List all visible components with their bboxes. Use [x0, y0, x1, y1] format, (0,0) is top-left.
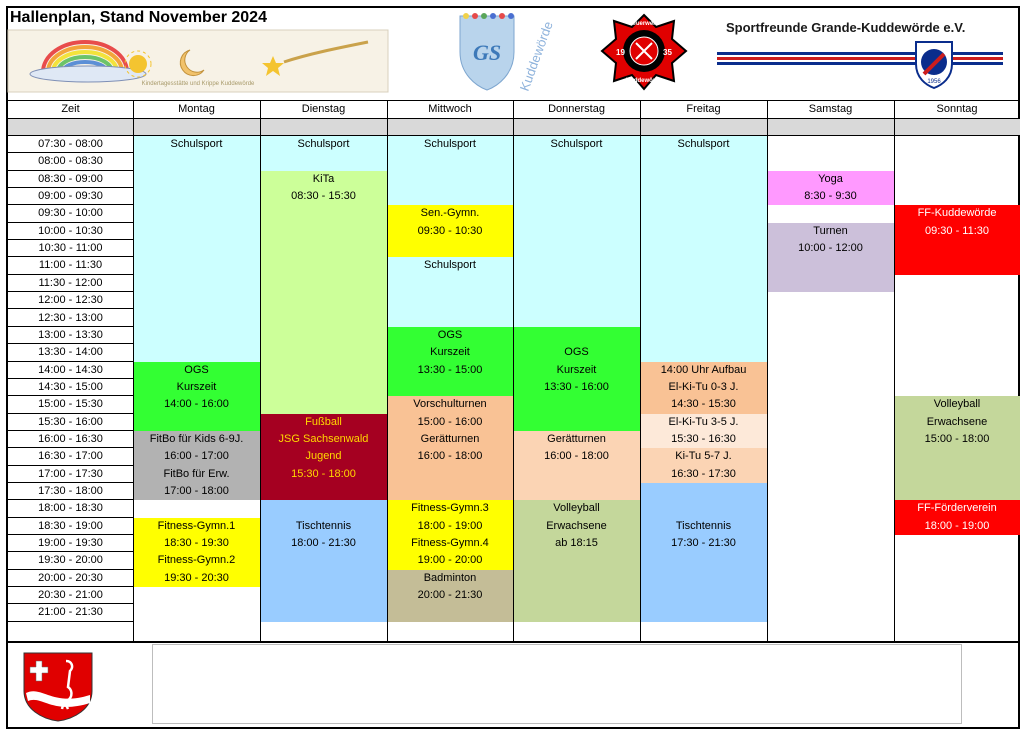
- event-label: FF-Kuddewörde: [917, 207, 997, 220]
- time-slot: 13:30 - 14:00: [8, 344, 133, 361]
- event-label: Fitness-Gymn.2: [157, 554, 236, 567]
- time-slot: 08:00 - 08:30: [8, 153, 133, 170]
- event-label: Fitness-Gymn.4: [411, 537, 489, 550]
- event-label: Fußball: [305, 415, 342, 428]
- column-header-day: Sonntag: [936, 103, 978, 115]
- event-label: FitBo für Erw.: [163, 467, 230, 480]
- time-slot: 08:30 - 09:00: [8, 171, 133, 188]
- time-slot: 09:00 - 09:30: [8, 188, 133, 205]
- time-slot: 16:30 - 17:00: [8, 448, 133, 465]
- event-label: 15:30 - 18:00: [291, 467, 356, 480]
- column-header-day: Freitag: [686, 103, 721, 115]
- time-slot: 14:00 - 14:30: [8, 362, 133, 379]
- event-label: 14:30 - 15:30: [671, 398, 736, 411]
- spacer-row: [8, 118, 1020, 135]
- event-label: Schulsport: [677, 138, 730, 150]
- grid-line: [640, 100, 641, 641]
- event-label: 16:30 - 17:30: [671, 467, 736, 480]
- event-label: 18:00 - 21:30: [291, 537, 356, 550]
- event-label: Badminton: [423, 571, 477, 584]
- time-slot: 13:00 - 13:30: [8, 327, 133, 344]
- event-label: Yoga: [818, 172, 843, 185]
- time-slot: 19:00 - 19:30: [8, 535, 133, 552]
- club-badge-year: 1956: [927, 79, 941, 85]
- time-slot: 12:00 - 12:30: [8, 292, 133, 309]
- event-label: Fitness-Gymn.1: [157, 519, 236, 532]
- kita-logo: [8, 30, 390, 94]
- column-header-day: Samstag: [808, 103, 853, 115]
- event-label: 15:00 - 16:00: [417, 415, 483, 428]
- grid-line: [260, 100, 261, 641]
- event-label: 17:00 - 18:00: [164, 485, 229, 497]
- event-label: OGS: [437, 328, 463, 341]
- event-label: 13:30 - 15:00: [417, 363, 483, 376]
- grid-line: [767, 100, 768, 641]
- club-name: Sportfreunde Grande-Kuddewörde e.V.: [726, 20, 966, 35]
- event-label: ab 18:15: [555, 537, 598, 550]
- event-label: Gerätturnen: [420, 432, 480, 445]
- event-label: Kurszeit: [430, 346, 470, 359]
- event-label: JSG Sachsenwald: [278, 432, 369, 445]
- event-label: El-Ki-Tu 3-5 J.: [668, 415, 739, 428]
- event-label: 15:30 - 16:30: [671, 432, 736, 445]
- event-label: 16:00 - 18:00: [544, 450, 609, 463]
- event-label: Schulsport: [170, 138, 223, 150]
- time-slot: 17:30 - 18:00: [8, 483, 133, 500]
- event-label: 14:00 Uhr Aufbau: [660, 363, 747, 376]
- event-label: 08:30 - 15:30: [291, 190, 356, 203]
- event-label: Schulsport: [424, 138, 476, 150]
- fire-department-year-left: 19: [616, 48, 625, 57]
- time-slot: 12:30 - 13:00: [8, 310, 133, 327]
- event-label: Erwachsene: [926, 415, 988, 428]
- event-label: OGS: [564, 346, 589, 359]
- event-label: 10:00 - 12:00: [798, 242, 863, 255]
- grid-line: [8, 135, 1020, 136]
- time-slot: 17:00 - 17:30: [8, 466, 133, 483]
- event-label: 16:00 - 17:00: [164, 450, 229, 463]
- event-block: [513, 136, 640, 327]
- event-label: 18:00 - 19:00: [417, 519, 483, 532]
- time-slot: 15:30 - 16:00: [8, 414, 133, 431]
- fire-department-bottom-text: Kuddewörde: [625, 78, 663, 84]
- time-slot: 10:30 - 11:00: [8, 240, 133, 257]
- event-label: Tischtennis: [675, 519, 732, 532]
- event-label: 09:30 - 11:30: [924, 224, 989, 237]
- fire-department-top-text: Feuerwehr: [628, 21, 660, 27]
- time-slot: 11:30 - 12:00: [8, 275, 133, 292]
- time-slot: 18:00 - 18:30: [8, 500, 133, 517]
- column-header-day: Dienstag: [301, 103, 346, 115]
- grid-line: [513, 100, 514, 641]
- time-slot: 15:00 - 15:30: [8, 396, 133, 413]
- grid-line: [8, 641, 1020, 643]
- event-label: Sen.-Gymn.: [420, 207, 480, 220]
- time-slot: 20:00 - 20:30: [8, 570, 133, 587]
- event-label: FF-Förderverein: [917, 502, 997, 515]
- event-label: Tischtennis: [295, 519, 352, 532]
- event-label: 18:00 - 19:00: [924, 519, 990, 532]
- event-label: OGS: [184, 363, 209, 376]
- school-logo-text: GS: [472, 40, 502, 65]
- municipality-coat-of-arms: [22, 651, 94, 723]
- event-label: Kurszeit: [176, 380, 217, 393]
- column-header-time: Zeit: [61, 103, 80, 115]
- event-block: [640, 483, 767, 622]
- time-slot: 10:00 - 10:30: [8, 223, 133, 240]
- event-label: Vorschulturnen: [413, 398, 487, 411]
- column-header-day: Montag: [178, 103, 215, 115]
- event-label: Jugend: [305, 450, 342, 463]
- event-label: Turnen: [813, 224, 848, 237]
- time-slot: 18:30 - 19:00: [8, 518, 133, 535]
- event-label: 8:30 - 9:30: [804, 190, 857, 203]
- grid-line: [894, 100, 895, 641]
- event-label: Schulsport: [424, 259, 476, 272]
- column-header-day: Donnerstag: [548, 103, 605, 115]
- event-label: 16:00 - 18:00: [417, 450, 483, 463]
- notes-box: [152, 644, 962, 724]
- event-label: 15:00 - 18:00: [924, 432, 990, 445]
- page-title: Hallenplan, Stand November 2024: [10, 9, 267, 26]
- event-label: 09:30 - 10:30: [417, 224, 483, 237]
- time-slot: 14:30 - 15:00: [8, 379, 133, 396]
- time-slot: 21:00 - 21:30: [8, 604, 133, 621]
- event-label: Volleyball: [933, 398, 981, 411]
- event-label: Ki-Tu 5-7 J.: [675, 450, 732, 463]
- event-label: KiTa: [312, 172, 335, 185]
- event-label: Schulsport: [297, 138, 350, 150]
- event-block: [133, 136, 260, 362]
- event-label: Kurszeit: [556, 363, 597, 376]
- time-slot: 09:30 - 10:00: [8, 205, 133, 222]
- event-label: Schulsport: [550, 138, 603, 150]
- time-slot: 20:30 - 21:00: [8, 587, 133, 604]
- event-label: Erwachsene: [546, 519, 607, 532]
- grid-line: [133, 100, 134, 641]
- time-slot: 07:30 - 08:00: [8, 136, 133, 153]
- event-label: 17:30 - 21:30: [671, 537, 736, 550]
- fire-department-year-right: 35: [663, 48, 672, 57]
- event-label: 18:30 - 19:30: [164, 537, 229, 550]
- time-slot: 16:00 - 16:30: [8, 431, 133, 448]
- time-slot: 11:00 - 11:30: [8, 257, 133, 274]
- event-label: Fitness-Gymn.3: [411, 502, 489, 515]
- kita-caption: Kindertagesstätte und Krippe Kuddewörde: [141, 81, 255, 87]
- event-label: 13:30 - 16:00: [544, 380, 609, 393]
- school-name: Kuddewörde: [516, 19, 556, 94]
- event-label: 19:30 - 20:30: [164, 571, 229, 584]
- school-logo: [452, 10, 556, 100]
- event-label: Volleyball: [553, 502, 600, 515]
- column-header-day: Mittwoch: [428, 103, 472, 115]
- grid-line: [8, 118, 1020, 119]
- club-badge: [910, 38, 958, 90]
- club-stripes: [717, 52, 1003, 66]
- event-label: El-Ki-Tu 0-3 J.: [668, 380, 739, 393]
- event-label: Gerätturnen: [547, 432, 606, 445]
- event-block: [260, 171, 387, 414]
- event-label: 19:00 - 20:00: [417, 554, 483, 567]
- time-slot: 19:30 - 20:00: [8, 552, 133, 569]
- grid-line: [8, 100, 1020, 101]
- event-label: 20:00 - 21:30: [417, 589, 483, 602]
- fire-department-logo: [600, 13, 688, 91]
- event-label: 14:00 - 16:00: [164, 398, 229, 411]
- event-label: FitBo für Kids 6-9J.: [149, 432, 244, 445]
- grid-line: [387, 100, 388, 641]
- event-block: [640, 136, 767, 362]
